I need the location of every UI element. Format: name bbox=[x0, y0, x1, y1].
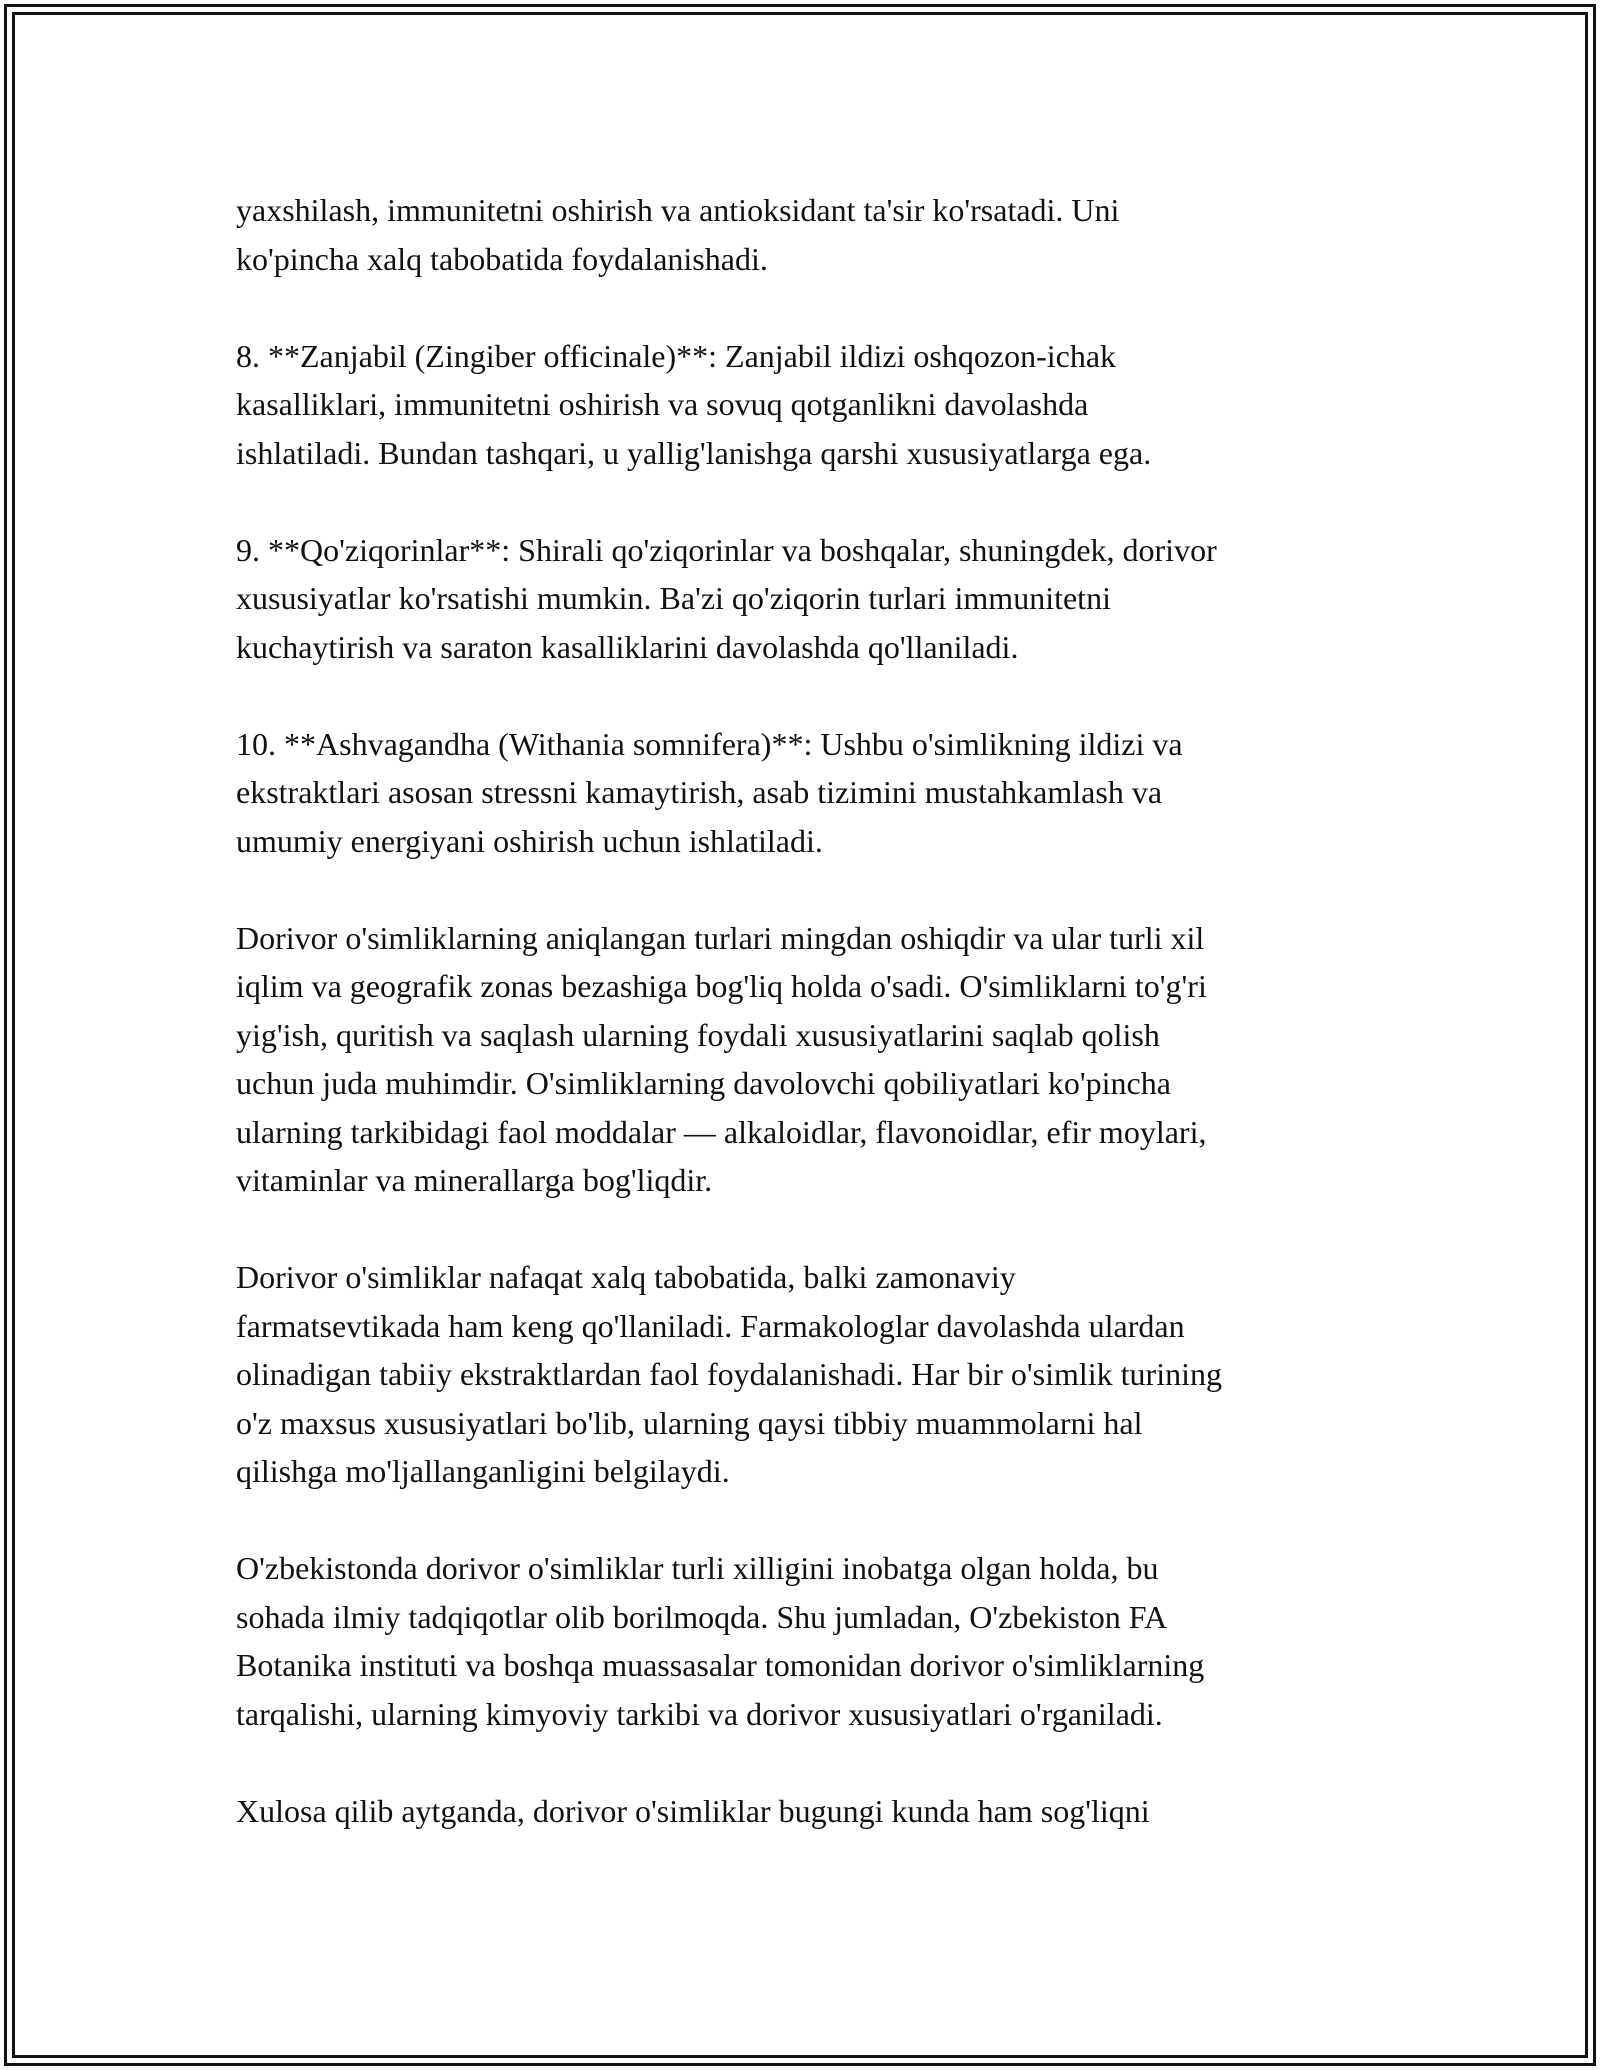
text-line: Xulosa qilib aytganda, dorivor o'simliklar bugungi kunda ham sog'liqni bbox=[236, 1792, 1150, 1829]
text-line: umumiy energiyani oshirish uchun ishlatiladi. bbox=[236, 822, 823, 859]
text-line: ekstraktlari asosan stressni kamaytirish, asab tizimini mustahkamlash va bbox=[236, 774, 1163, 810]
text-line: 10. **Ashvagandha (Withania somnifera)**: Ushbu o'simlikning ildizi va bbox=[236, 725, 1183, 762]
paragraph-6 bbox=[236, 1253, 1376, 1496]
text-line: qilishga mo'ljallanganligini belgilaydi. bbox=[236, 1453, 730, 1489]
text-line: o'z maxsus xususiyatlari bo'lib, ularning qaysi tibbiy muammolarni hal bbox=[236, 1404, 1143, 1441]
text-line: yig'ish, quritish va saqlash ularning foydali xususiyatlarini saqlab qolish bbox=[236, 1016, 1160, 1053]
text-line: sohada ilmiy tadqiqotlar olib borilmoqda. Shu jumladan, O'zbekiston FA bbox=[236, 1598, 1168, 1635]
text-line: iqlim va geografik zonas bezashiga bog'liq holda o'sadi. O'simliklarni to'g'ri bbox=[236, 968, 1207, 1004]
text-line: Dorivor o'simliklarning aniqlangan turlari mingdan oshiqdir va ular turli xil bbox=[236, 919, 1205, 956]
paragraph-5 bbox=[236, 914, 1376, 1205]
text-line: Botanika instituti va boshqa muassasalar tomonidan dorivor o'simliklarning bbox=[236, 1647, 1205, 1683]
text-line: farmatsevtikada ham keng qo'llaniladi. Farmakologlar davolashda ulardan bbox=[236, 1307, 1185, 1344]
text-line: 9. **Qo'ziqorinlar**: Shirali qo'ziqorinlar va boshqalar, shuningdek, dorivor bbox=[236, 531, 1217, 568]
paragraph-2 bbox=[236, 332, 1376, 478]
text-line: kasalliklari, immunitetni oshirish va sovuq qotganlikni davolashda bbox=[236, 386, 1089, 422]
paragraph-1 bbox=[236, 186, 1376, 283]
text-line: ko'pincha xalq tabobatida foydalanishadi. bbox=[236, 240, 768, 277]
paragraph-3 bbox=[236, 526, 1376, 672]
text-line: kuchaytirish va saraton kasalliklarini davolashda qo'llaniladi. bbox=[236, 628, 1019, 665]
paragraph-7 bbox=[236, 1544, 1376, 1738]
text-line: olinadigan tabiiy ekstraktlardan faol foydalanishadi. Har bir o'simlik turining bbox=[236, 1356, 1222, 1392]
text-line: xususiyatlar ko'rsatishi mumkin. Ba'zi qo'ziqorin turlari immunitetni bbox=[236, 580, 1111, 616]
document-body bbox=[236, 186, 1376, 1884]
paragraph-4 bbox=[236, 720, 1376, 866]
text-line: Dorivor o'simliklar nafaqat xalq tabobatida, balki zamonaviy bbox=[236, 1259, 1016, 1295]
text-line: O'zbekistonda dorivor o'simliklar turli xilligini inobatga olgan holda, bu bbox=[236, 1550, 1159, 1586]
text-line: ishlatiladi. Bundan tashqari, u yallig'lanishga qarshi xususiyatlarga ega. bbox=[236, 434, 1152, 471]
paragraph-8 bbox=[236, 1787, 1376, 1836]
text-line: tarqalishi, ularning kimyoviy tarkibi va dorivor xususiyatlari o'rganiladi. bbox=[236, 1695, 1163, 1732]
text-line: 8. **Zanjabil (Zingiber officinale)**: Zanjabil ildizi oshqozon-ichak bbox=[236, 337, 1117, 374]
text-line: yaxshilash, immunitetni oshirish va antioksidant ta'sir ko'rsatadi. Uni bbox=[236, 192, 1120, 228]
text-line: uchun juda muhimdir. O'simliklarning davolovchi qobiliyatlari ko'pincha bbox=[236, 1065, 1171, 1101]
text-line: vitaminlar va minerallarga bog'liqdir. bbox=[236, 1162, 713, 1198]
text-line: ularning tarkibidagi faol moddalar — alkaloidlar, flavonoidlar, efir moylari, bbox=[236, 1113, 1207, 1150]
